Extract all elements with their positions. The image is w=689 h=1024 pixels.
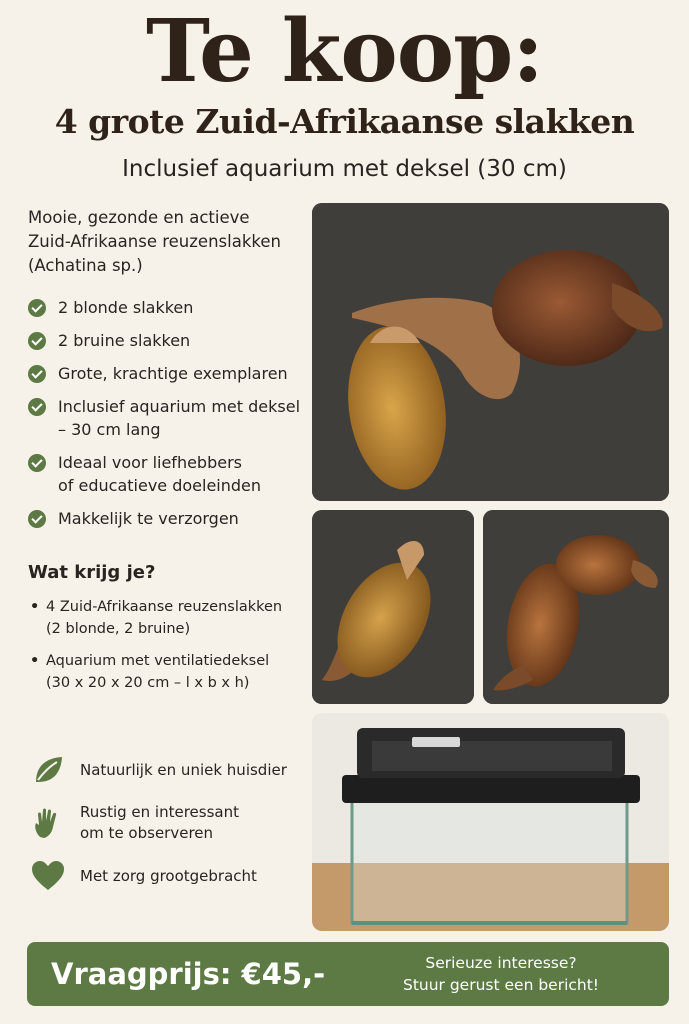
section-title: Wat krijg je? [28, 562, 156, 583]
list-item [30, 650, 320, 694]
checklist-text: Inclusief aquarium met deksel [58, 397, 301, 416]
feature-item [30, 858, 310, 894]
leaf-icon [30, 752, 66, 788]
checklist-text: – 30 cm lang [58, 420, 161, 439]
checklist-item [28, 296, 318, 319]
cta-line: Serieuze interesse? [425, 954, 577, 972]
list-item-text: Aquarium met ventilatiedeksel [46, 653, 270, 669]
page-title: Te koop: [146, 1, 543, 102]
intro-line: Zuid-Afrikaanse reuzenslakken [28, 232, 281, 251]
check-icon [28, 332, 46, 350]
checklist-text: 2 bruine slakken [58, 331, 191, 350]
checklist-text: Ideaal voor liefhebbers [58, 453, 242, 472]
list-item-text: 4 Zuid-Afrikaanse reuzenslakken [46, 599, 283, 615]
checklist-item [28, 451, 318, 497]
check-icon [28, 299, 46, 317]
hand-icon [30, 805, 66, 841]
checklist-text: Grote, krachtige exemplaren [58, 364, 288, 383]
list-item-text: (2 blonde, 2 bruine) [46, 621, 191, 637]
list-item [30, 596, 320, 640]
contact-cta [387, 952, 615, 996]
photo-snails-main [312, 203, 669, 501]
price-banner [27, 942, 669, 1006]
feature-item [30, 752, 310, 788]
page-subline: Inclusief aquarium met deksel (30 cm) [122, 156, 567, 182]
bullet-icon: • [30, 653, 40, 669]
photo-snail-blonde [312, 510, 474, 704]
feature-text: Met zorg grootgebracht [80, 866, 257, 885]
photo-snails-brown [483, 510, 669, 704]
checklist-item [28, 329, 318, 352]
intro-line: Mooie, gezonde en actieve [28, 208, 250, 227]
checklist-text: 2 blonde slakken [58, 298, 194, 317]
checklist-text: Makkelijk te verzorgen [58, 509, 239, 528]
checklist-item [28, 507, 318, 530]
cta-line: Stuur gerust een bericht! [402, 976, 600, 994]
check-icon [28, 454, 46, 472]
asking-price: Vraagprijs: €45,- [51, 957, 326, 991]
check-icon [28, 510, 46, 528]
checklist-item [28, 395, 318, 441]
feature-text: Natuurlijk en uniek huisdier [80, 760, 287, 779]
check-icon [28, 365, 46, 383]
feature-item [30, 802, 310, 844]
feature-text: om te observeren [80, 824, 214, 842]
bullet-icon: • [30, 599, 40, 615]
page-subtitle: 4 grote Zuid-Afrikaanse slakken [54, 102, 635, 141]
included-list [30, 596, 320, 704]
list-item-text: (30 x 20 x 20 cm – l x b x h) [46, 675, 250, 691]
checklist-item [28, 362, 318, 385]
feature-checklist [28, 296, 318, 530]
intro-text [28, 206, 308, 278]
intro-line: (Achatina sp.) [28, 256, 143, 275]
feature-text: Rustig en interessant [80, 803, 239, 821]
feature-icons [30, 752, 310, 908]
photo-aquarium [312, 713, 669, 931]
checklist-text: of educatieve doeleinden [58, 476, 262, 495]
check-icon [28, 398, 46, 416]
heart-icon [30, 858, 66, 894]
